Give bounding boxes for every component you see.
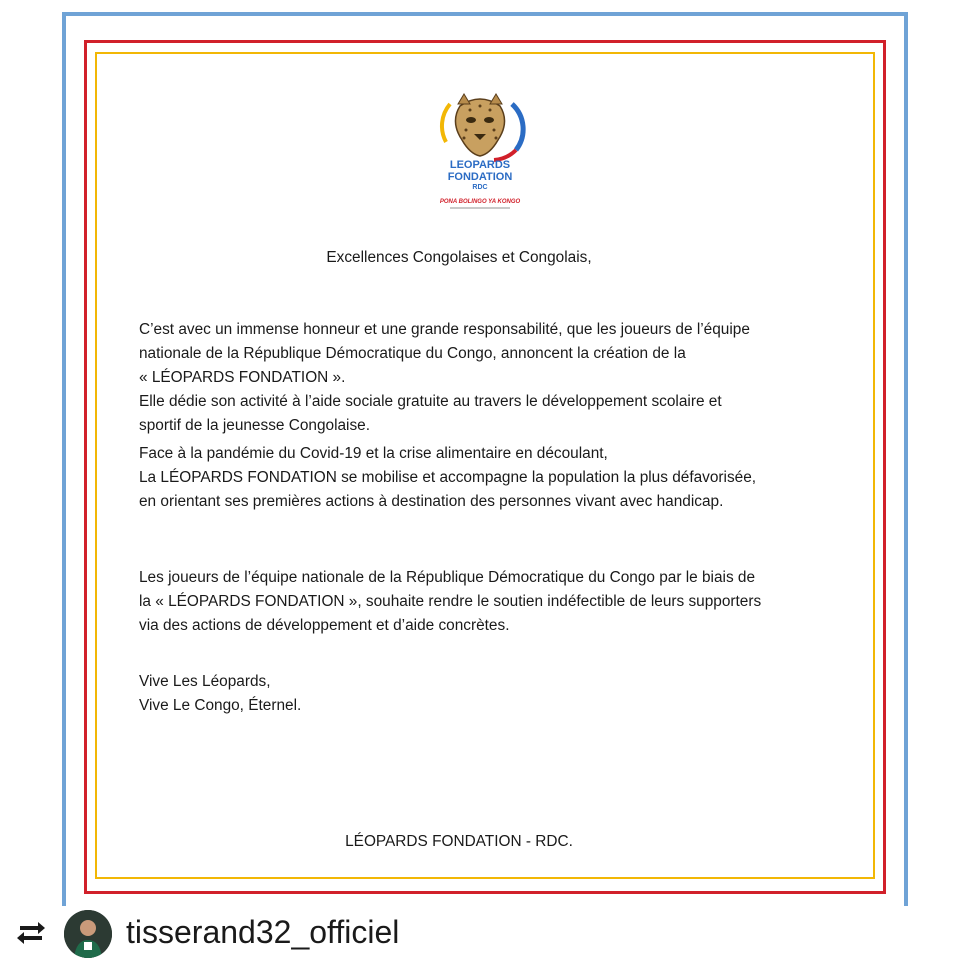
leopard-head-icon xyxy=(420,92,540,162)
paragraph-line: sportif de la jeunesse Congolaise. xyxy=(139,417,371,434)
closing-line: Vive Les Léopards, xyxy=(139,673,271,690)
leopards-fondation-logo xyxy=(420,92,540,216)
repost-footer xyxy=(0,906,960,960)
paragraph-line: via des actions de développement et d’aide concrètes. xyxy=(139,617,510,634)
logo-line-1: LEOPARDS xyxy=(449,159,511,171)
avatar[interactable] xyxy=(64,910,112,958)
logo-fine-print xyxy=(450,207,510,209)
logo-line-2: FONDATION xyxy=(447,171,513,183)
username[interactable]: tisserand32_officiel xyxy=(126,914,400,950)
letter-paragraph-3 xyxy=(139,566,839,638)
paragraph-line: Elle dédie son activité à l’aide sociale gratuite au travers le développement scolaire et xyxy=(139,393,722,410)
paragraph-line: « LÉOPARDS FONDATION ». xyxy=(139,369,346,386)
repost-icon[interactable] xyxy=(14,920,48,946)
letter-greeting: Excellences Congolaises et Congolais, xyxy=(326,249,592,266)
letter-paragraph-1 xyxy=(139,318,839,438)
closing-line: Vive Le Congo, Éternel. xyxy=(139,697,302,714)
paragraph-line: C’est avec un immense honneur et une grande responsabilité, que les joueurs de l’équipe xyxy=(139,321,750,338)
letter-closing xyxy=(139,670,839,718)
paragraph-line: nationale de la République Démocratique du Congo, annoncent la création de la xyxy=(139,345,686,362)
paragraph-line: en orientant ses premières actions à destination des personnes vivant avec handicap. xyxy=(139,493,724,510)
letter-paragraph-2 xyxy=(139,442,839,514)
logo-line-3: RDC xyxy=(472,184,488,191)
paragraph-line: Les joueurs de l’équipe nationale de la République Démocratique du Congo par le biais de xyxy=(139,569,756,586)
logo-motto: PONA BOLINGO YA KONGO xyxy=(439,199,521,205)
paragraph-line: la « LÉOPARDS FONDATION », souhaite rendre le soutien indéfectible de leurs supporters xyxy=(139,593,762,610)
letter-signature: LÉOPARDS FONDATION - RDC. xyxy=(345,833,573,850)
paragraph-line: La LÉOPARDS FONDATION se mobilise et accompagne la population la plus défavorisée, xyxy=(139,469,757,486)
paragraph-line: Face à la pandémie du Covid-19 et la crise alimentaire en découlant, xyxy=(139,445,608,462)
